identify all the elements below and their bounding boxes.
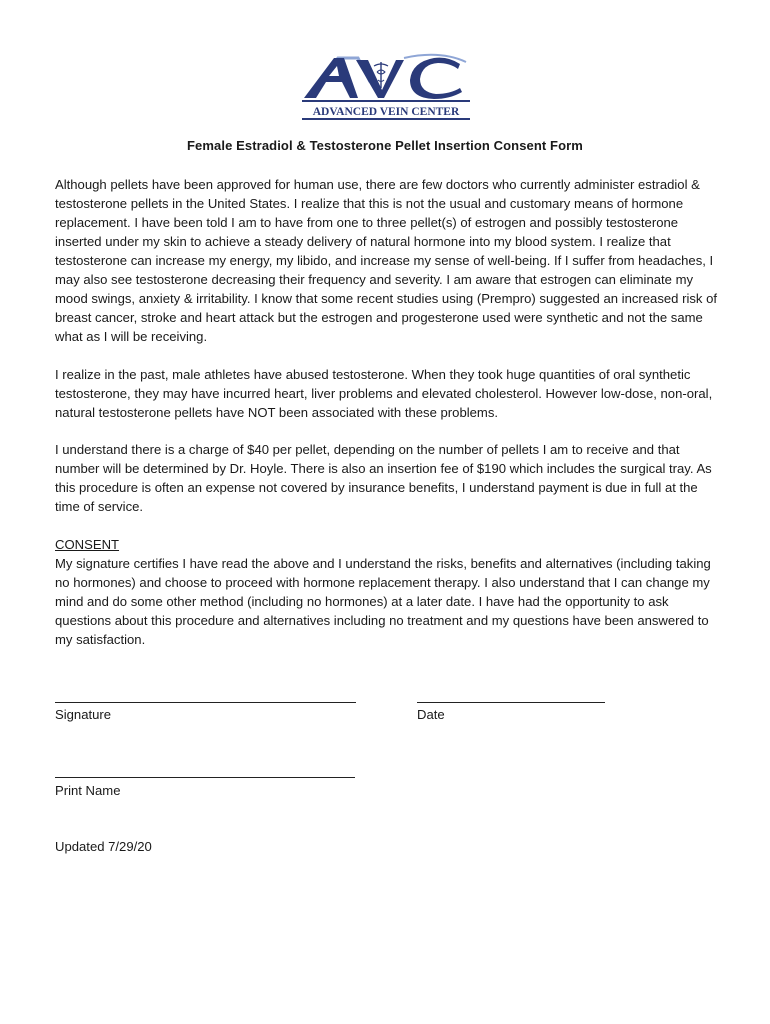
paragraph-pellet-overview: Although pellets have been approved for human use, there are few doctors who currently administer estradiol & testosterone pellets in the United States. I realize that this is not the usual and customary means of hormone replacement. I have been told I am to have from one to three pellet(s) of estrogen and possibly testosterone inserted under my skin to achieve a steady delivery of natural hormone into my blood system. I realize that testosterone can increase my energy, my libido, and increase my sense of well-being. If I suffer from headaches, I may also see testosterone decreasing their frequency and severity. I am aware that estrogen can eliminate my mood swings, anxiety & irritability. I know that some recent studies using (Prempro) suggested an increased risk of breast cancer, stroke and heart attack but the estrogen and progesterone used were synthetic and not the same what as I will be receiving.	[55, 177, 718, 344]
form-title: Female Estradiol & Testosterone Pellet Insertion Consent Form	[187, 138, 583, 153]
consent-heading: CONSENT	[55, 537, 120, 552]
date-line[interactable]	[417, 702, 605, 703]
paragraph-consent-statement: My signature certifies I have read the above and I understand the risks, benefits and alternatives (including taking no hormones) and choose to proceed with hormone replacement therapy. I also understand that I can change my mind and do some other method (including no hormones) at a later date. I have had the opportunity to ask questions about this procedure and alternatives including no treatment and my questions have been answered to my satisfaction.	[55, 556, 711, 647]
avc-logo-graphic	[300, 52, 472, 122]
paragraph-charges: I understand there is a charge of $40 per pellet, depending on the number of pellets I am to receive and that number will be determined by Dr. Hoyle. There is also an insertion fee of $190 which includes the surgical tray. As this procedure is often an expense not covered by insurance benefits, I understand payment is due in full at the time of service.	[55, 442, 712, 514]
date-label: Date	[417, 707, 445, 722]
print-name-label: Print Name	[55, 783, 121, 798]
logo-text: ADVANCED VEIN CENTER	[312, 106, 460, 118]
signature-line[interactable]	[55, 702, 356, 703]
updated-date: Updated 7/29/20	[55, 839, 152, 854]
signature-label: Signature	[55, 707, 112, 722]
paragraph-athlete-abuse: I realize in the past, male athletes have abused testosterone. When they took huge quantities of oral synthetic testosterone, they may have incurred heart, liver problems and elevated cholesterol. However low-dose, non-oral, natural testosterone pellets have NOT been associated with these problems.	[55, 367, 713, 420]
advanced-vein-center-logo	[300, 52, 472, 122]
print-name-line[interactable]	[55, 777, 355, 778]
